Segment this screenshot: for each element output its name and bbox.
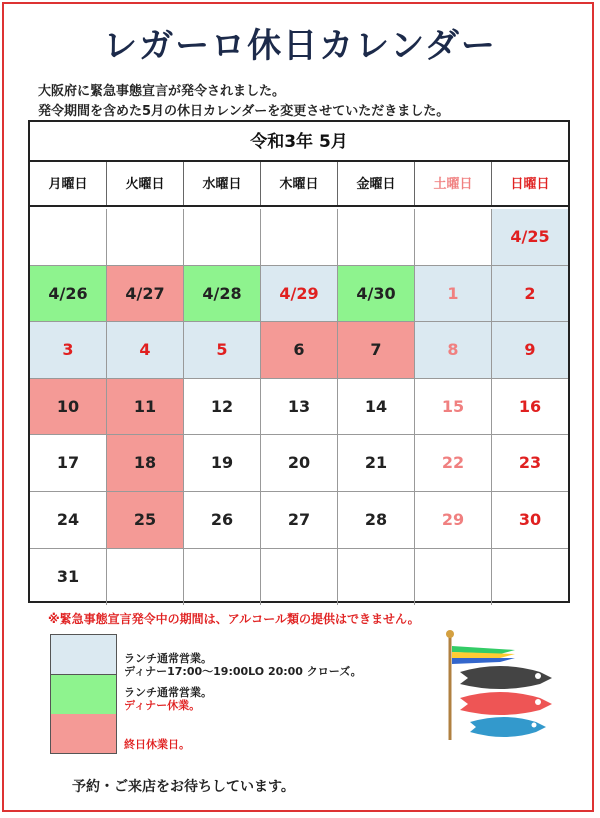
day-cell: 15: [415, 379, 492, 435]
day-cell: 4/30: [338, 266, 415, 322]
day-cell: 18: [107, 435, 184, 491]
day-cell: [184, 549, 261, 606]
day-cell: 4: [107, 322, 184, 378]
day-cell: 11: [107, 379, 184, 435]
day-cell: 4/28: [184, 266, 261, 322]
day-cell: 4/27: [107, 266, 184, 322]
day-cell: 5: [184, 322, 261, 378]
day-cell: 20: [261, 435, 338, 491]
legend-red-line1: 終日休業日。: [124, 738, 190, 751]
day-cell: 24: [30, 492, 107, 548]
day-cell: 4/25: [492, 209, 568, 265]
legend-text-blue: [124, 652, 362, 678]
day-cell: 2: [492, 266, 568, 322]
day-cell: [107, 209, 184, 265]
legend-blue-line1: ランチ通常営業。: [124, 652, 212, 665]
legend-box: [50, 634, 117, 754]
day-cell: 4/26: [30, 266, 107, 322]
day-cell: 12: [184, 379, 261, 435]
legend-green-line2: ディナー休業。: [124, 699, 201, 712]
legend-swatch-red: [51, 714, 116, 753]
legend-text-red: [124, 738, 190, 751]
weekday-wed: 水曜日: [184, 162, 261, 205]
day-cell: 30: [518, 509, 542, 529]
notice-line-1: 大阪府に緊急事態宣言が発令されました。: [38, 84, 286, 99]
koinobori-icon: [440, 628, 555, 743]
day-cell: [492, 549, 568, 606]
week-row: [30, 492, 568, 549]
weekday-fri: 金曜日: [338, 162, 415, 205]
day-cell: 25: [107, 492, 184, 548]
day-cell: 16: [518, 396, 542, 416]
day-cell: [261, 549, 338, 606]
weekday-header-row: [30, 162, 568, 207]
legend-swatch-blue: [51, 635, 116, 674]
week-row: [30, 266, 568, 323]
weekday-tue: 火曜日: [107, 162, 184, 205]
day-cell: 10: [30, 379, 107, 435]
day-cell: 13: [261, 379, 338, 435]
day-cell: [30, 209, 107, 265]
day-cell: 22: [415, 435, 492, 491]
legend-green-line1: ランチ通常営業。: [124, 686, 212, 699]
day-cell: [415, 549, 492, 606]
legend-blue-line2: ディナー17:00～19:00LO 20:00 クローズ。: [124, 665, 362, 678]
day-cell: [261, 209, 338, 265]
day-cell: 23: [518, 453, 542, 473]
calendar-month-label: 令和3年 5月: [30, 122, 568, 162]
weekday-mon: 月曜日: [30, 162, 107, 205]
day-cell: 21: [338, 435, 415, 491]
week-row: [30, 549, 568, 606]
day-cell: [338, 549, 415, 606]
day-cell: [338, 209, 415, 265]
day-cell: 29: [415, 492, 492, 548]
day-cell: [107, 549, 184, 606]
day-cell: 19: [184, 435, 261, 491]
week-row: [30, 435, 568, 492]
day-cell: 31: [30, 549, 107, 606]
day-cell: 1: [415, 266, 492, 322]
day-cell: 3: [30, 322, 107, 378]
alcohol-note: ※緊急事態宣言発令中の期間は、アルコール類の提供はできません。: [48, 612, 420, 626]
notice-line-2: 発令期間を含めた5月の休日カレンダーを変更させていただきました。: [38, 104, 450, 119]
calendar-table: [28, 120, 570, 603]
week-row: [30, 379, 568, 436]
day-cell: 4/29: [261, 266, 338, 322]
calendar-grid: [30, 209, 568, 605]
week-row: [30, 209, 568, 266]
legend-text-green: [124, 686, 212, 712]
day-cell: 7: [338, 322, 415, 378]
day-cell: 9: [492, 322, 568, 378]
day-cell: 8: [415, 322, 492, 378]
page-title: レガーロ休日カレンダー: [103, 26, 497, 66]
day-cell: [184, 209, 261, 265]
day-cell: 27: [261, 492, 338, 548]
weekday-thu: 木曜日: [261, 162, 338, 205]
day-cell: 17: [30, 435, 107, 491]
day-cell: 28: [338, 492, 415, 548]
legend-swatch-green: [51, 674, 116, 715]
week-row: [30, 322, 568, 379]
day-cell: 6: [261, 322, 338, 378]
weekday-sun: 日曜日: [510, 177, 550, 192]
day-cell: 14: [338, 379, 415, 435]
day-cell: [415, 209, 492, 265]
closing-message: 予約・ご来店をお待ちしています。: [72, 779, 295, 795]
weekday-sat: 土曜日: [415, 162, 492, 205]
day-cell: 26: [184, 492, 261, 548]
